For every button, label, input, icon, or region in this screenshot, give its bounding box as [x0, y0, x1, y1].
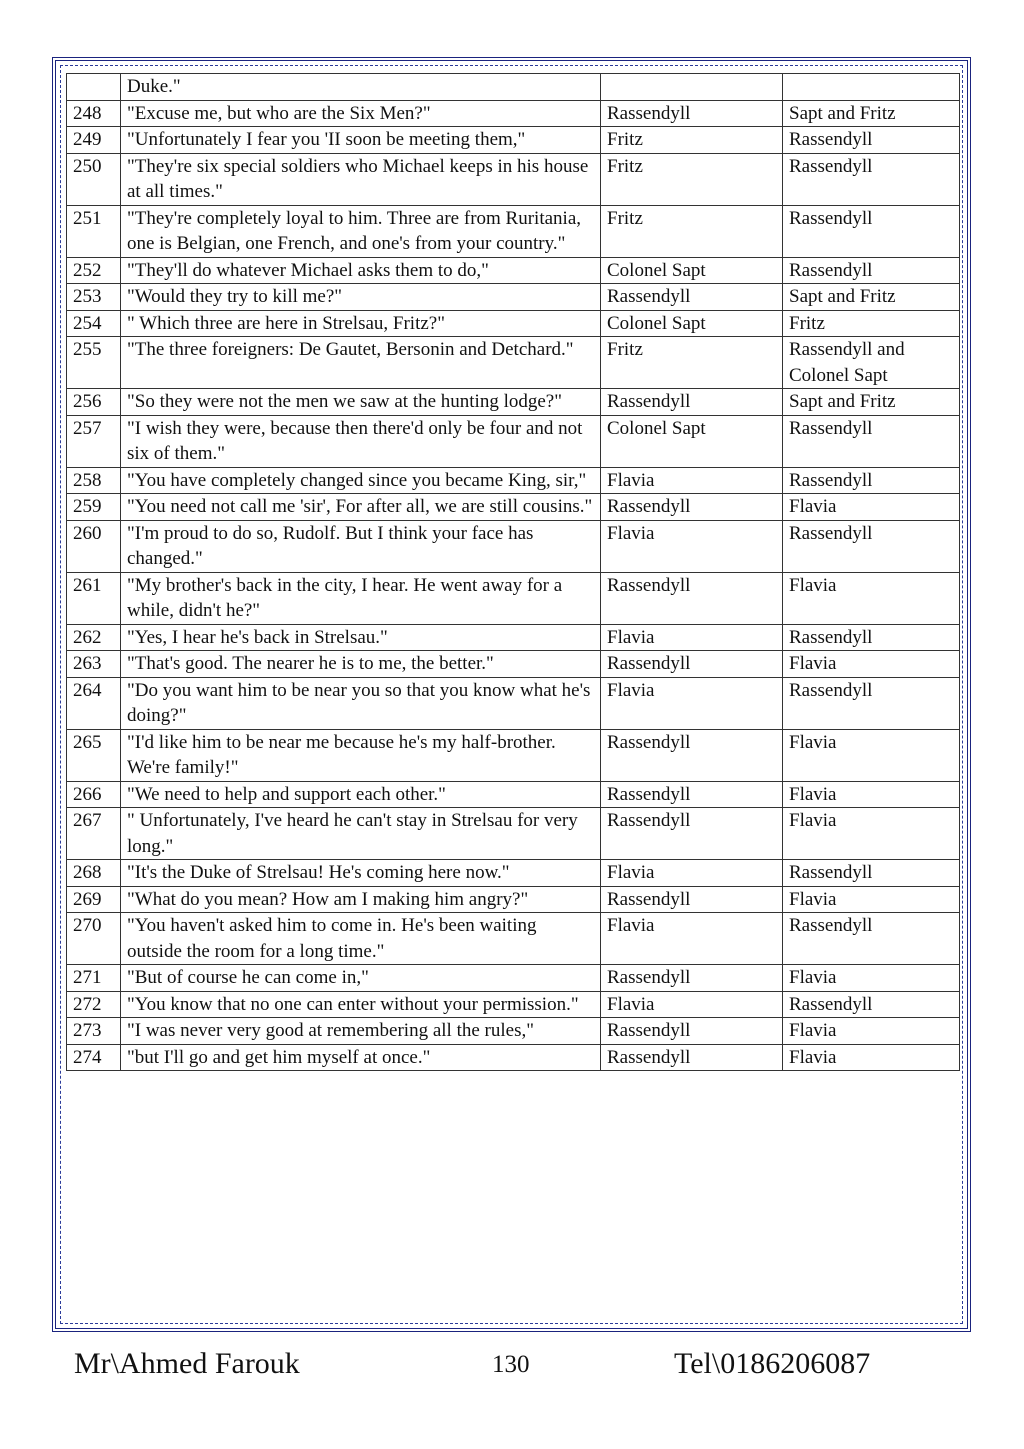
listener-name: Rassendyll [783, 467, 960, 494]
speaker-name: Fritz [601, 153, 783, 205]
line-number: 266 [67, 781, 121, 808]
quote-text: "They're completely loyal to him. Three are from Ruritania, one is Belgian, one French, and one's from your country." [121, 205, 601, 257]
speaker-name: Rassendyll [601, 808, 783, 860]
table-row [67, 415, 960, 467]
listener-name: Rassendyll [783, 913, 960, 965]
quote-text: "You haven't asked him to come in. He's been waiting outside the room for a long time." [121, 913, 601, 965]
line-number: 263 [67, 651, 121, 678]
quote-text: "Excuse me, but who are the Six Men?" [121, 100, 601, 127]
speaker-name: Fritz [601, 127, 783, 154]
quote-text: "What do you mean? How am I making him angry?" [121, 886, 601, 913]
line-number: 264 [67, 677, 121, 729]
listener-name: Rassendyll [783, 415, 960, 467]
listener-name: Rassendyll and Colonel Sapt [783, 337, 960, 389]
listener-name: Flavia [783, 1044, 960, 1071]
speaker-name: Rassendyll [601, 886, 783, 913]
table-row [67, 991, 960, 1018]
quote-text: "Yes, I hear he's back in Strelsau." [121, 624, 601, 651]
speaker-name: Colonel Sapt [601, 257, 783, 284]
line-number: 256 [67, 389, 121, 416]
speaker-name: Rassendyll [601, 284, 783, 311]
speaker-name: Colonel Sapt [601, 415, 783, 467]
listener-name: Flavia [783, 651, 960, 678]
listener-name: Flavia [783, 886, 960, 913]
table-row [67, 74, 960, 101]
table-row [67, 494, 960, 521]
table-row [67, 965, 960, 992]
listener-name: Sapt and Fritz [783, 389, 960, 416]
listener-name: Rassendyll [783, 991, 960, 1018]
table-row [67, 100, 960, 127]
dialogue-table-body [67, 74, 960, 1071]
line-number: 249 [67, 127, 121, 154]
speaker-name [601, 74, 783, 101]
quote-text: "They're six special soldiers who Michael keeps in his house at all times." [121, 153, 601, 205]
line-number: 257 [67, 415, 121, 467]
table-row [67, 624, 960, 651]
speaker-name: Rassendyll [601, 389, 783, 416]
table-row [67, 205, 960, 257]
speaker-name: Rassendyll [601, 572, 783, 624]
speaker-name: Fritz [601, 337, 783, 389]
quote-text: "I was never very good at remembering all the rules," [121, 1018, 601, 1045]
listener-name: Sapt and Fritz [783, 284, 960, 311]
quote-text: "We need to help and support each other." [121, 781, 601, 808]
quote-text: "But of course he can come in," [121, 965, 601, 992]
line-number: 248 [67, 100, 121, 127]
footer-author: Mr\Ahmed Farouk [74, 1347, 300, 1380]
quote-text: "It's the Duke of Strelsau! He's coming here now." [121, 860, 601, 887]
speaker-name: Flavia [601, 677, 783, 729]
table-row [67, 127, 960, 154]
listener-name: Flavia [783, 729, 960, 781]
line-number: 270 [67, 913, 121, 965]
speaker-name: Rassendyll [601, 965, 783, 992]
table-row [67, 284, 960, 311]
footer-telephone: Tel\0186206087 [674, 1347, 871, 1380]
listener-name: Rassendyll [783, 677, 960, 729]
listener-name: Flavia [783, 808, 960, 860]
quote-text: "I wish they were, because then there'd only be four and not six of them." [121, 415, 601, 467]
quote-text: "My brother's back in the city, I hear. He went away for a while, didn't he?" [121, 572, 601, 624]
quote-text: "Would they try to kill me?" [121, 284, 601, 311]
table-row [67, 860, 960, 887]
line-number: 262 [67, 624, 121, 651]
line-number: 271 [67, 965, 121, 992]
quote-text: "Unfortunately I fear you 'II soon be meeting them," [121, 127, 601, 154]
quote-text: "That's good. The nearer he is to me, the better." [121, 651, 601, 678]
line-number: 265 [67, 729, 121, 781]
line-number: 259 [67, 494, 121, 521]
table-row [67, 153, 960, 205]
listener-name: Rassendyll [783, 624, 960, 651]
listener-name: Fritz [783, 310, 960, 337]
table-row [67, 886, 960, 913]
dialogue-table [66, 73, 960, 1071]
line-number [67, 74, 121, 101]
speaker-name: Flavia [601, 991, 783, 1018]
table-row [67, 729, 960, 781]
listener-name: Flavia [783, 494, 960, 521]
quote-text: "but I'll go and get him myself at once." [121, 1044, 601, 1071]
speaker-name: Colonel Sapt [601, 310, 783, 337]
speaker-name: Rassendyll [601, 494, 783, 521]
speaker-name: Flavia [601, 520, 783, 572]
table-row [67, 808, 960, 860]
table-row [67, 389, 960, 416]
line-number: 258 [67, 467, 121, 494]
quote-text: Duke." [121, 74, 601, 101]
quote-text: " Unfortunately, I've heard he can't stay in Strelsau for very long." [121, 808, 601, 860]
speaker-name: Flavia [601, 860, 783, 887]
table-row [67, 1018, 960, 1045]
table-row [67, 310, 960, 337]
listener-name: Flavia [783, 965, 960, 992]
speaker-name: Fritz [601, 205, 783, 257]
table-row [67, 677, 960, 729]
table-row [67, 520, 960, 572]
quote-text: "You need not call me 'sir', For after all, we are still cousins." [121, 494, 601, 521]
line-number: 268 [67, 860, 121, 887]
speaker-name: Rassendyll [601, 729, 783, 781]
listener-name: Rassendyll [783, 257, 960, 284]
table-row [67, 337, 960, 389]
speaker-name: Rassendyll [601, 100, 783, 127]
table-row [67, 651, 960, 678]
line-number: 261 [67, 572, 121, 624]
line-number: 255 [67, 337, 121, 389]
listener-name: Rassendyll [783, 153, 960, 205]
speaker-name: Rassendyll [601, 781, 783, 808]
table-row [67, 257, 960, 284]
quote-text: "Do you want him to be near you so that you know what he's doing?" [121, 677, 601, 729]
line-number: 267 [67, 808, 121, 860]
line-number: 260 [67, 520, 121, 572]
line-number: 250 [67, 153, 121, 205]
speaker-name: Flavia [601, 913, 783, 965]
footer-page-number: 130 [492, 1351, 530, 1378]
listener-name: Rassendyll [783, 860, 960, 887]
listener-name: Sapt and Fritz [783, 100, 960, 127]
table-row [67, 572, 960, 624]
line-number: 269 [67, 886, 121, 913]
listener-name: Rassendyll [783, 520, 960, 572]
line-number: 251 [67, 205, 121, 257]
table-row [67, 1044, 960, 1071]
line-number: 254 [67, 310, 121, 337]
quote-text: "I'm proud to do so, Rudolf. But I think your face has changed." [121, 520, 601, 572]
quote-text: "They'll do whatever Michael asks them to do," [121, 257, 601, 284]
quote-text: " Which three are here in Strelsau, Fritz?" [121, 310, 601, 337]
speaker-name: Rassendyll [601, 651, 783, 678]
quote-text: "You have completely changed since you became King, sir," [121, 467, 601, 494]
quote-text: "The three foreigners: De Gautet, Bersonin and Detchard." [121, 337, 601, 389]
table-row [67, 781, 960, 808]
listener-name: Flavia [783, 1018, 960, 1045]
page-footer [0, 1347, 1024, 1387]
speaker-name: Flavia [601, 624, 783, 651]
line-number: 253 [67, 284, 121, 311]
quote-text: "You know that no one can enter without your permission." [121, 991, 601, 1018]
listener-name: Flavia [783, 781, 960, 808]
speaker-name: Rassendyll [601, 1018, 783, 1045]
table-row [67, 913, 960, 965]
quote-text: "So they were not the men we saw at the hunting lodge?" [121, 389, 601, 416]
listener-name: Rassendyll [783, 127, 960, 154]
quote-text: "I'd like him to be near me because he's my half-brother. We're family!" [121, 729, 601, 781]
line-number: 252 [67, 257, 121, 284]
speaker-name: Rassendyll [601, 1044, 783, 1071]
line-number: 272 [67, 991, 121, 1018]
speaker-name: Flavia [601, 467, 783, 494]
listener-name [783, 74, 960, 101]
line-number: 273 [67, 1018, 121, 1045]
listener-name: Flavia [783, 572, 960, 624]
listener-name: Rassendyll [783, 205, 960, 257]
table-row [67, 467, 960, 494]
line-number: 274 [67, 1044, 121, 1071]
